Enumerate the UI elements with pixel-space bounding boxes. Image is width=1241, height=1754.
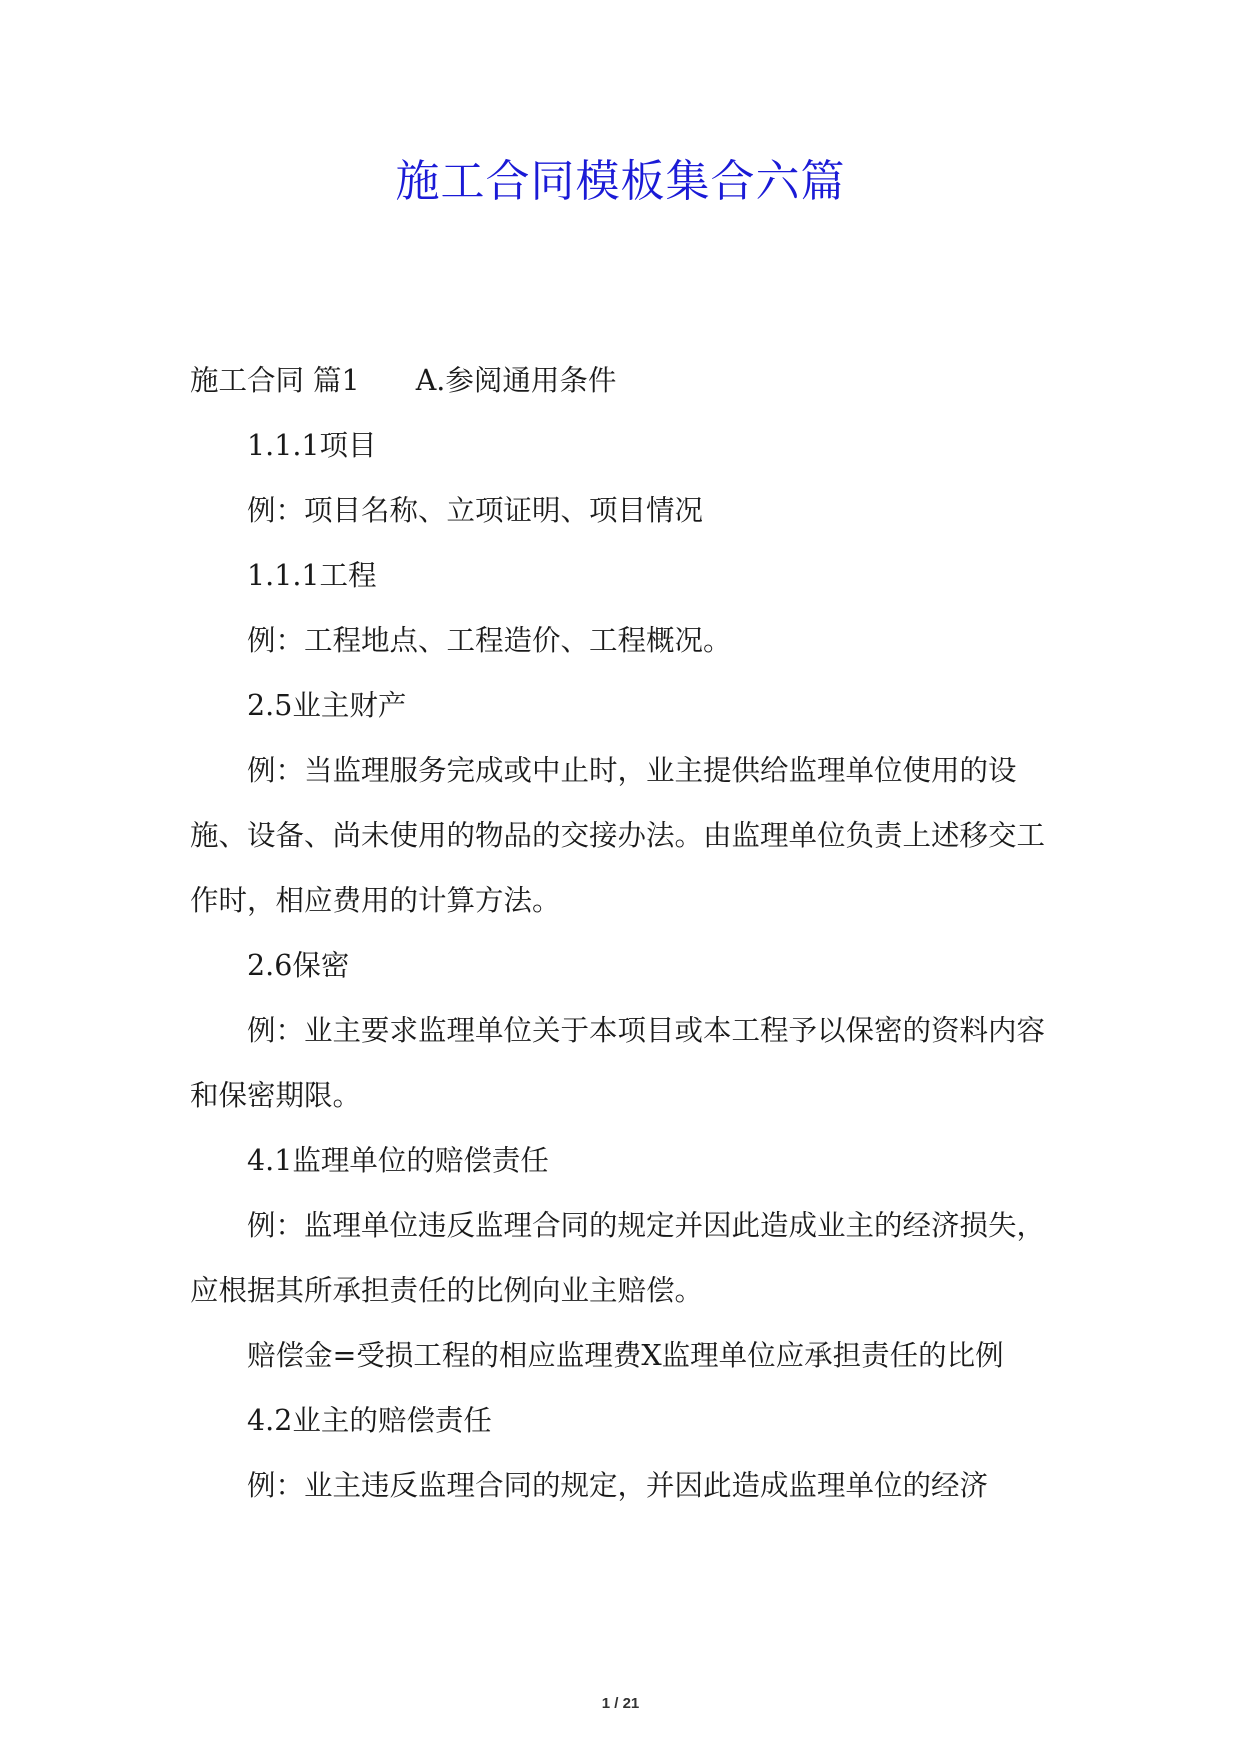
section-subtitle: A.参阅通用条件	[415, 364, 617, 397]
paragraph: 例：业主要求监理单位关于本项目或本工程予以保密的资料内容和保密期限。	[190, 1014, 1046, 1112]
paragraph: 例：项目名称、立项证明、项目情况	[247, 494, 704, 527]
document-title: 施工合同模板集合六篇	[395, 156, 846, 207]
paragraph: 例：当监理服务完成或中止时，业主提供给监理单位使用的设施、设备、尚未使用的物品的交接办法。由监理单位负责上述移交工作时，相应费用的计算方法。	[190, 754, 1046, 917]
paragraph: 4.1监理单位的赔偿责任	[247, 1144, 549, 1177]
paragraph: 2.6保密	[247, 949, 350, 982]
paragraph: 例：监理单位违反监理合同的规定并因此造成业主的经济损失，应根据其所承担责任的比例向业主赔偿。	[190, 1209, 1046, 1307]
document-body	[190, 348, 1060, 1518]
intro-line	[190, 348, 1060, 413]
paragraph: 2.5业主财产	[247, 689, 407, 722]
paragraph: 1.1.1项目	[247, 429, 377, 462]
paragraph: 例：工程地点、工程造价、工程概况。	[247, 624, 732, 657]
paragraph: 1.1.1工程	[247, 559, 377, 592]
paragraph: 4.2业主的赔偿责任	[247, 1404, 492, 1437]
page-number: 1 / 21	[601, 1695, 640, 1712]
paragraph: 赔偿金=受损工程的相应监理费X监理单位应承担责任的比例	[247, 1339, 1004, 1372]
paragraph: 例：业主违反监理合同的规定，并因此造成监理单位的经济	[247, 1469, 989, 1502]
section-label: 施工合同 篇1	[190, 364, 360, 397]
